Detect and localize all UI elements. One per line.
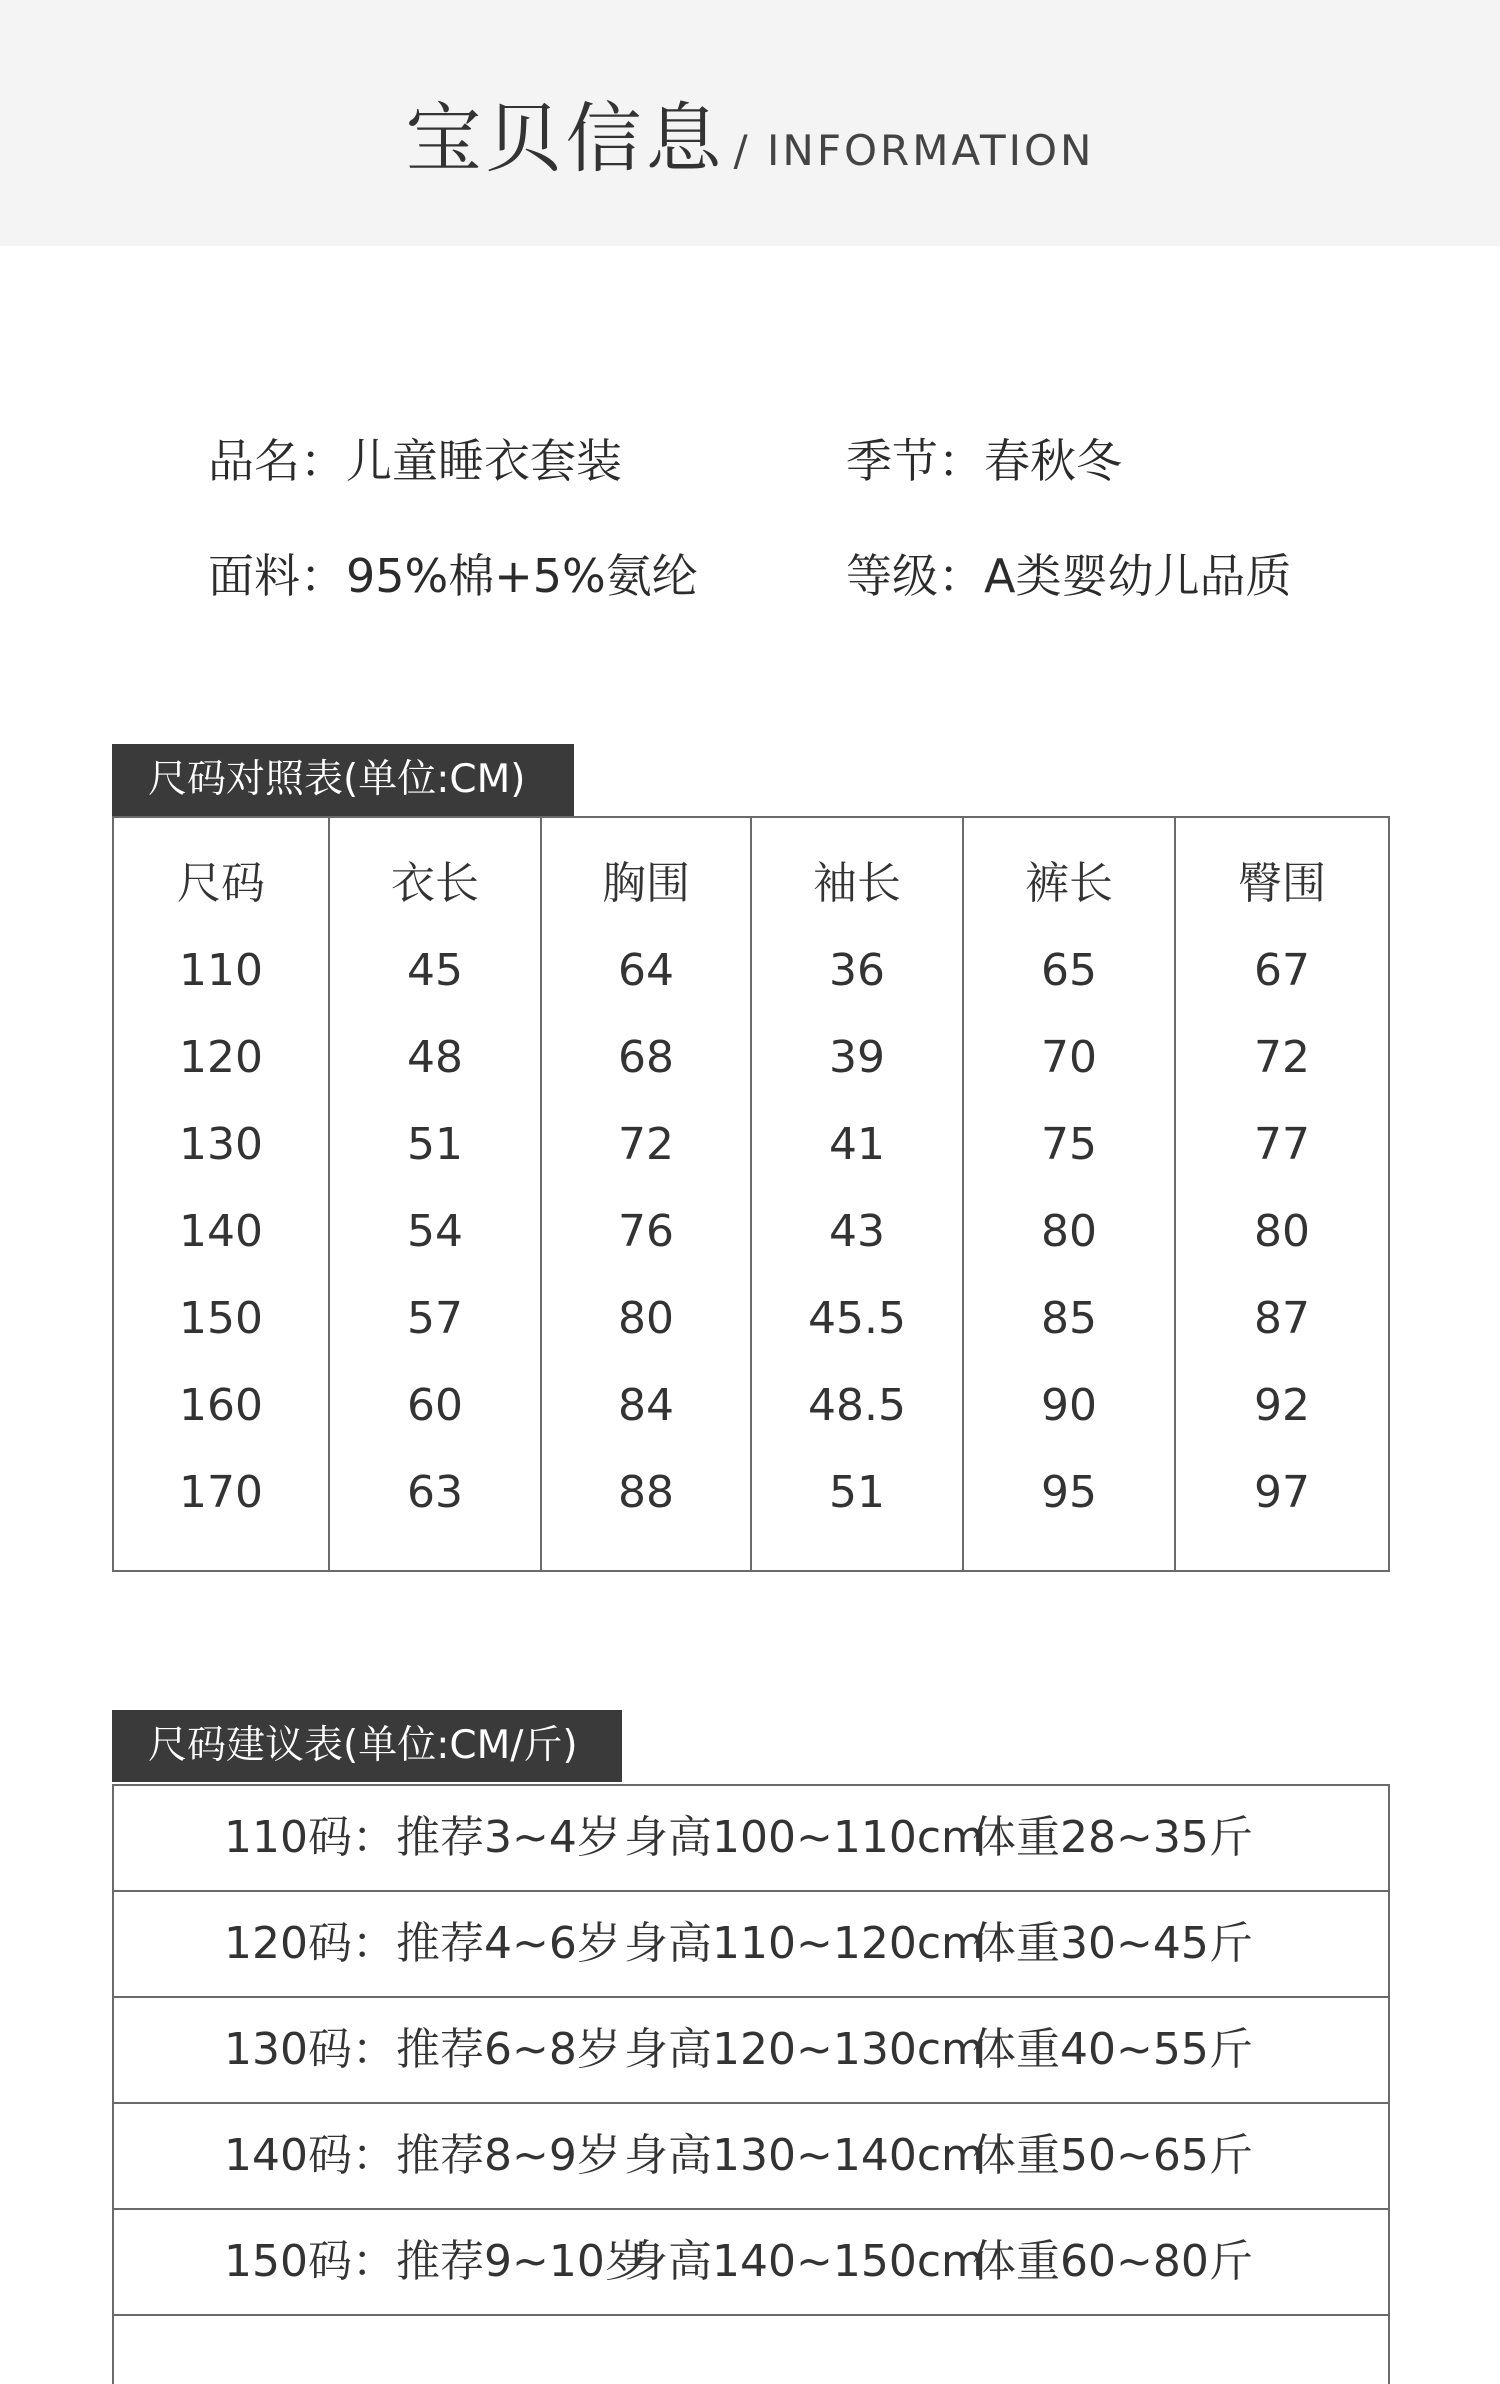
hip-column [1174,818,1388,1570]
rec-height: 身高100~110cm [624,1812,984,1863]
table-cell-size: 150 [179,1293,263,1344]
table-cell-hip: 97 [1254,1467,1310,1518]
table-cell-chest: 64 [618,945,674,996]
header-cell-length: 衣长 [391,858,479,909]
sleeve-column [750,818,962,1570]
recommendation-row [114,1786,1388,1892]
table-cell-hip: 92 [1254,1380,1310,1431]
rec-size: 140码：推荐8~9岁 [224,2130,621,2181]
table-cell-sleeve: 51 [829,1467,885,1518]
table-cell-size: 140 [179,1206,263,1257]
rec-height: 身高130~140cm [624,2130,984,2181]
size-table-tab: 尺码对照表(单位:CM) [112,744,574,816]
rec-weight: 体重30~45斤 [972,1918,1253,1969]
rec-height: 身高110~120cm [624,1918,984,1969]
size-column [114,818,328,1570]
table-cell-sleeve: 48.5 [808,1380,906,1431]
title-chinese: 宝贝信息 [405,94,726,183]
product-season: 季节：春秋冬 [846,434,1122,488]
header-cell-pants: 裤长 [1025,858,1113,909]
page-title [0,78,1500,187]
table-cell-chest: 72 [618,1119,674,1170]
table-cell-length: 45 [407,945,463,996]
rec-weight: 体重28~35斤 [972,1812,1253,1863]
table-cell-length: 51 [407,1119,463,1170]
table-cell-sleeve: 45.5 [808,1293,906,1344]
product-grade: 等级：A类婴幼儿品质 [846,549,1292,603]
table-cell-length: 57 [407,1293,463,1344]
chest-column [540,818,750,1570]
table-cell-size: 170 [179,1467,263,1518]
product-name: 品名：儿童睡衣套装 [208,434,622,488]
pants-column [962,818,1174,1570]
table-cell-length: 60 [407,1380,463,1431]
size-recommendation-table [112,1784,1390,2384]
table-cell-hip: 87 [1254,1293,1310,1344]
table-cell-sleeve: 43 [829,1206,885,1257]
table-cell-sleeve: 36 [829,945,885,996]
table-cell-pants: 80 [1041,1206,1097,1257]
rec-height: 身高120~130cm [624,2024,984,2075]
rec-size: 150码：推荐9~10岁 [224,2236,649,2287]
title-english: / INFORMATION [733,126,1095,175]
header-cell-size: 尺码 [177,858,265,909]
recommendation-row [114,1892,1388,1998]
table-cell-hip: 67 [1254,945,1310,996]
recommendation-row [114,2210,1388,2316]
table-cell-sleeve: 41 [829,1119,885,1170]
table-cell-pants: 95 [1041,1467,1097,1518]
rec-weight: 体重40~55斤 [972,2024,1253,2075]
table-cell-length: 48 [407,1032,463,1083]
header-cell-chest: 胸围 [602,858,690,909]
table-cell-size: 130 [179,1119,263,1170]
table-cell-pants: 90 [1041,1380,1097,1431]
table-cell-chest: 68 [618,1032,674,1083]
table-cell-size: 110 [179,945,263,996]
rec-size: 120码：推荐4~6岁 [224,1918,621,1969]
header-cell-sleeve: 袖长 [813,858,901,909]
table-cell-hip: 80 [1254,1206,1310,1257]
header-cell-hip: 臀围 [1238,858,1326,909]
rec-size: 110码：推荐3~4岁 [224,1812,621,1863]
rec-height: 身高140~150cm [624,2236,984,2287]
table-cell-chest: 84 [618,1380,674,1431]
size-chart-table [112,816,1390,1572]
table-cell-hip: 72 [1254,1032,1310,1083]
table-cell-sleeve: 39 [829,1032,885,1083]
product-fabric: 面料：95%棉+5%氨纶 [208,549,698,603]
recommendation-row [114,2104,1388,2210]
recommendation-row [114,1998,1388,2104]
rec-table-tab: 尺码建议表(单位:CM/斤) [112,1710,622,1782]
table-cell-pants: 70 [1041,1032,1097,1083]
table-cell-chest: 80 [618,1293,674,1344]
table-cell-pants: 85 [1041,1293,1097,1344]
table-cell-hip: 77 [1254,1119,1310,1170]
table-cell-pants: 75 [1041,1119,1097,1170]
page-header [0,0,1500,246]
table-cell-chest: 88 [618,1467,674,1518]
rec-weight: 体重60~80斤 [972,2236,1253,2287]
table-cell-length: 54 [407,1206,463,1257]
table-cell-length: 63 [407,1467,463,1518]
rec-weight: 体重50~65斤 [972,2130,1253,2181]
rec-size: 130码：推荐6~8岁 [224,2024,621,2075]
length-column [328,818,540,1570]
table-cell-size: 160 [179,1380,263,1431]
table-cell-chest: 76 [618,1206,674,1257]
table-cell-size: 120 [179,1032,263,1083]
table-cell-pants: 65 [1041,945,1097,996]
